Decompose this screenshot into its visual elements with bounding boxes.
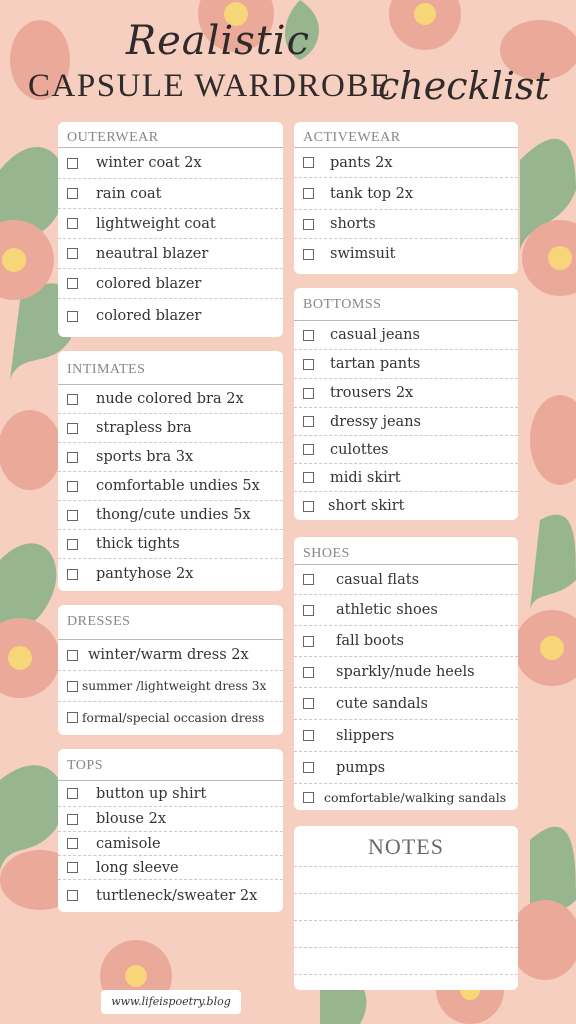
checklist-item bbox=[294, 784, 518, 810]
checklist-item bbox=[58, 385, 283, 414]
checklist-item bbox=[58, 807, 283, 832]
checkbox[interactable] bbox=[67, 569, 78, 580]
checklist-item bbox=[294, 436, 518, 464]
checklist-item bbox=[58, 443, 283, 472]
notes-line[interactable] bbox=[294, 975, 518, 990]
checklist-item bbox=[294, 379, 518, 408]
bottoms-title: BOTTOMSS bbox=[294, 288, 518, 321]
checkbox[interactable] bbox=[67, 311, 78, 322]
checklist-item bbox=[294, 148, 518, 178]
checkbox[interactable] bbox=[67, 814, 78, 825]
checklist-item bbox=[58, 781, 283, 807]
checkbox[interactable] bbox=[303, 188, 314, 199]
checkbox[interactable] bbox=[303, 416, 314, 427]
item-label: short skirt bbox=[328, 498, 405, 514]
item-label: rain coat bbox=[96, 185, 162, 202]
item-label: shorts bbox=[330, 216, 376, 232]
item-label: tartan pants bbox=[330, 356, 421, 372]
checkbox[interactable] bbox=[67, 862, 78, 873]
activewear-card bbox=[294, 122, 518, 274]
tops-card bbox=[58, 749, 283, 912]
checklist-item bbox=[294, 178, 518, 210]
checkbox[interactable] bbox=[303, 730, 314, 741]
item-label: trousers 2x bbox=[330, 385, 414, 401]
checkbox[interactable] bbox=[67, 890, 78, 901]
item-label: nude colored bra 2x bbox=[96, 391, 244, 407]
item-label: button up shirt bbox=[96, 785, 207, 802]
checkbox[interactable] bbox=[303, 667, 314, 678]
checklist-item bbox=[294, 626, 518, 657]
checkbox[interactable] bbox=[303, 330, 314, 341]
checkbox[interactable] bbox=[67, 394, 78, 405]
checklist-item bbox=[58, 880, 283, 911]
checkbox[interactable] bbox=[303, 792, 314, 803]
checkbox[interactable] bbox=[67, 539, 78, 550]
checklist-item bbox=[58, 559, 283, 589]
item-label: strapless bra bbox=[96, 420, 192, 436]
checkbox[interactable] bbox=[67, 712, 78, 723]
item-label: tank top 2x bbox=[330, 185, 414, 202]
checklist-item bbox=[294, 720, 518, 752]
item-label: slippers bbox=[336, 727, 395, 744]
checklist-item bbox=[58, 530, 283, 559]
checkbox[interactable] bbox=[303, 472, 314, 483]
checklist-item bbox=[294, 210, 518, 239]
checklist-item bbox=[58, 501, 283, 530]
checklist-item bbox=[58, 832, 283, 856]
checklist-item bbox=[58, 414, 283, 443]
checkbox[interactable] bbox=[303, 636, 314, 647]
item-label: comfortable undies 5x bbox=[96, 478, 260, 494]
checklist-item bbox=[294, 408, 518, 436]
checklist-item bbox=[58, 856, 283, 880]
title-checklist: checklist bbox=[378, 64, 550, 108]
checkbox[interactable] bbox=[67, 650, 78, 661]
checkbox[interactable] bbox=[67, 278, 78, 289]
checklist-item bbox=[58, 148, 283, 179]
item-label: blouse 2x bbox=[96, 811, 167, 827]
item-label: summer /lightweight dress 3x bbox=[82, 679, 267, 693]
item-label: thong/cute undies 5x bbox=[96, 507, 251, 523]
checkbox[interactable] bbox=[67, 423, 78, 434]
checklist-item bbox=[294, 752, 518, 784]
item-label: casual jeans bbox=[330, 327, 420, 343]
checkbox[interactable] bbox=[303, 388, 314, 399]
item-label: athletic shoes bbox=[336, 602, 438, 618]
checklist-item bbox=[58, 269, 283, 299]
item-label: swimsuit bbox=[330, 246, 396, 262]
item-label: casual flats bbox=[336, 571, 420, 588]
item-label: fall boots bbox=[336, 633, 404, 649]
checklist-item bbox=[58, 702, 283, 733]
checkbox[interactable] bbox=[67, 452, 78, 463]
intimates-card bbox=[58, 351, 283, 591]
checkbox[interactable] bbox=[67, 481, 78, 492]
checkbox[interactable] bbox=[67, 838, 78, 849]
checkbox[interactable] bbox=[303, 444, 314, 455]
checkbox[interactable] bbox=[303, 249, 314, 260]
title-script: Realistic bbox=[125, 18, 311, 64]
item-label: sports bra 3x bbox=[96, 449, 194, 465]
checkbox[interactable] bbox=[67, 681, 78, 692]
checklist-item bbox=[294, 239, 518, 269]
checklist-item bbox=[58, 299, 283, 333]
notes-line[interactable] bbox=[294, 894, 518, 921]
activewear-title: ACTIVEWEAR bbox=[294, 122, 518, 148]
item-label: lightweight coat bbox=[96, 215, 216, 232]
item-label: pantyhose 2x bbox=[96, 566, 194, 582]
checkbox[interactable] bbox=[67, 158, 78, 169]
item-label: formal/special occasion dress bbox=[82, 710, 265, 725]
checkbox[interactable] bbox=[67, 788, 78, 799]
item-label: comfortable/walking sandals bbox=[324, 789, 507, 805]
item-label: long sleeve bbox=[96, 859, 179, 876]
item-label: pumps bbox=[336, 759, 386, 776]
notes-card bbox=[294, 826, 518, 990]
item-label: winter coat 2x bbox=[96, 155, 202, 171]
checklist-item bbox=[294, 657, 518, 688]
item-label: culottes bbox=[330, 441, 389, 458]
item-label: sparkly/nude heels bbox=[336, 664, 475, 680]
checkbox[interactable] bbox=[303, 698, 314, 709]
checkbox[interactable] bbox=[67, 188, 78, 199]
checklist-item bbox=[294, 464, 518, 492]
notes-title: NOTES bbox=[294, 826, 518, 867]
item-label: colored blazer bbox=[96, 308, 202, 324]
item-label: neautral blazer bbox=[96, 245, 209, 262]
item-label: midi skirt bbox=[330, 469, 401, 486]
item-label: winter/warm dress 2x bbox=[88, 647, 249, 663]
outerwear-card bbox=[58, 122, 283, 337]
checklist-item bbox=[294, 565, 518, 595]
item-label: dressy jeans bbox=[330, 413, 421, 430]
item-label: camisole bbox=[96, 835, 161, 852]
checklist-item bbox=[58, 640, 283, 671]
checklist-item bbox=[58, 239, 283, 269]
intimates-title: INTIMATES bbox=[58, 351, 283, 385]
checkbox[interactable] bbox=[303, 359, 314, 370]
outerwear-title: OUTERWEAR bbox=[58, 122, 283, 148]
notes-line[interactable] bbox=[294, 948, 518, 975]
checklist-item bbox=[58, 179, 283, 209]
checklist-item bbox=[294, 350, 518, 379]
checklist-item bbox=[58, 472, 283, 501]
item-label: turtleneck/sweater 2x bbox=[96, 887, 258, 904]
checklist-item bbox=[58, 209, 283, 239]
title-main: CAPSULE WARDROBE bbox=[28, 68, 392, 104]
checkbox[interactable] bbox=[303, 501, 314, 512]
checkbox[interactable] bbox=[303, 219, 314, 230]
item-label: pants 2x bbox=[330, 154, 393, 171]
checkbox[interactable] bbox=[303, 157, 314, 168]
checklist-item bbox=[294, 321, 518, 350]
footer-website: www.lifeispoetry.blog bbox=[101, 990, 241, 1014]
checklist-item bbox=[294, 688, 518, 720]
item-label: thick tights bbox=[96, 536, 180, 552]
checklist-item bbox=[294, 492, 518, 520]
dresses-card bbox=[58, 605, 283, 735]
item-label: colored blazer bbox=[96, 275, 202, 292]
checkbox[interactable] bbox=[67, 218, 78, 229]
checklist-item bbox=[58, 671, 283, 702]
notes-line[interactable] bbox=[294, 921, 518, 948]
checkbox[interactable] bbox=[303, 574, 314, 585]
checkbox[interactable] bbox=[67, 510, 78, 521]
dresses-title: DRESSES bbox=[58, 605, 283, 640]
checkbox[interactable] bbox=[303, 762, 314, 773]
checklist-item bbox=[294, 595, 518, 626]
notes-line[interactable] bbox=[294, 867, 518, 894]
tops-title: TOPS bbox=[58, 749, 283, 781]
checkbox[interactable] bbox=[303, 605, 314, 616]
shoes-title: SHOES bbox=[294, 537, 518, 565]
checkbox[interactable] bbox=[67, 248, 78, 259]
bottoms-card bbox=[294, 288, 518, 520]
item-label: cute sandals bbox=[336, 695, 428, 712]
shoes-card bbox=[294, 537, 518, 810]
